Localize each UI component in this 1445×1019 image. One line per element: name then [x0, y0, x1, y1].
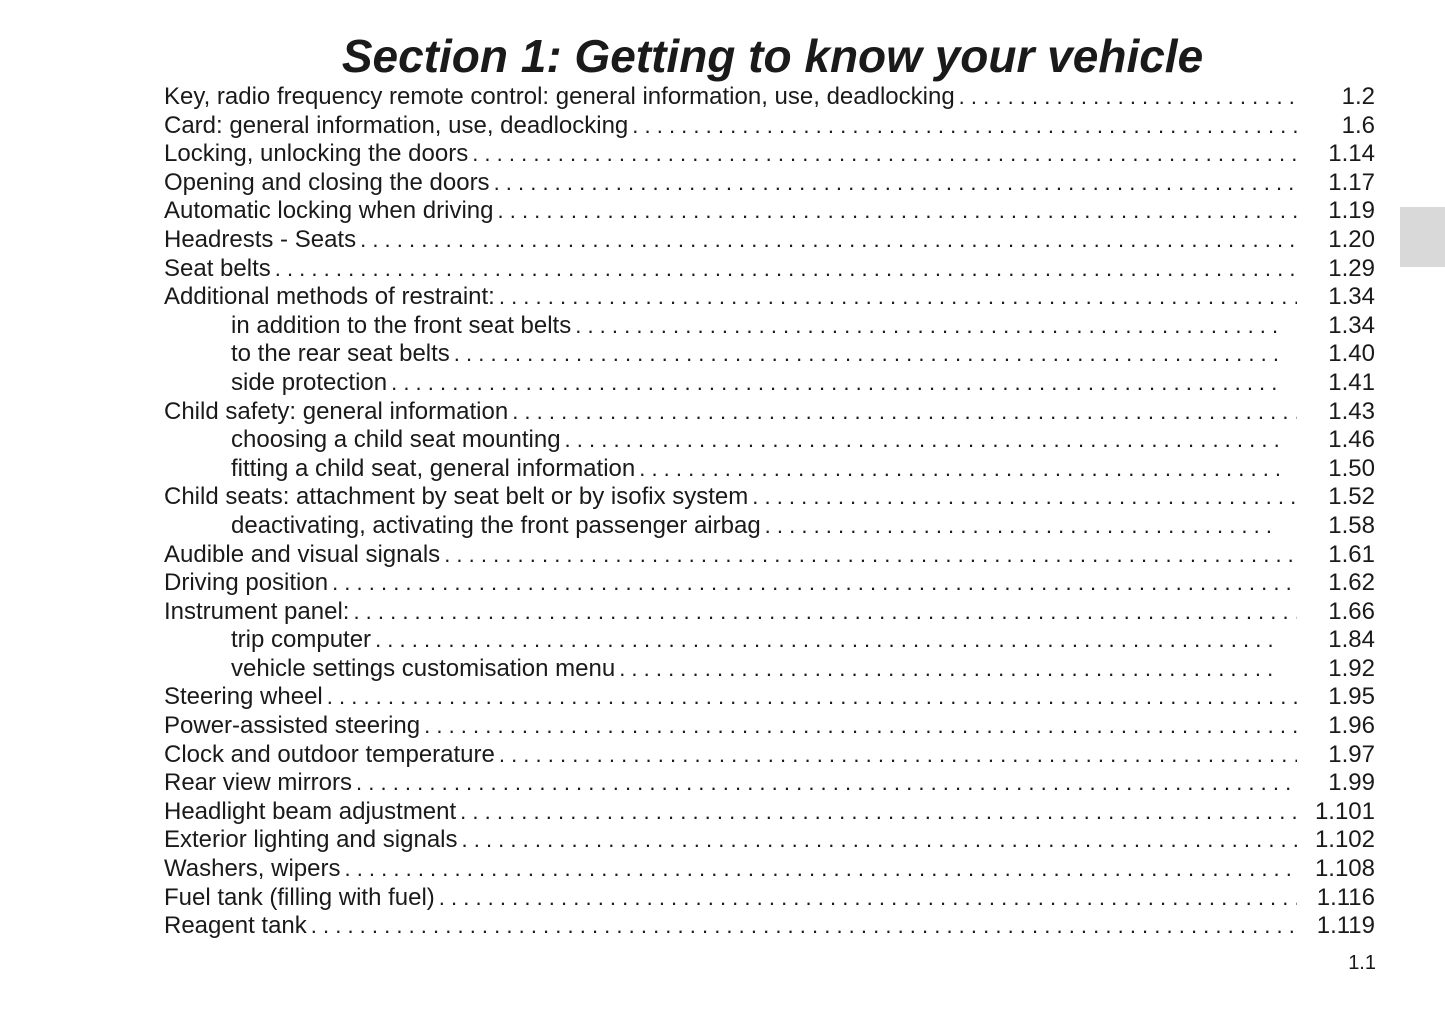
toc-entry-label: Steering wheel: [164, 683, 323, 711]
toc-entry[interactable]: [164, 169, 1375, 198]
toc-entry-label: vehicle settings customisation menu: [231, 654, 616, 682]
dot-leader: [752, 483, 1297, 512]
toc-entry-label: Washers, wipers: [164, 855, 341, 883]
dot-leader: [959, 83, 1297, 112]
dot-leader: [275, 255, 1297, 284]
toc-entry-page: 1.119: [1316, 912, 1375, 940]
toc-entry-label: fitting a child seat, general information: [231, 454, 636, 482]
toc-entry-label: Automatic locking when driving: [164, 197, 494, 225]
section-tab-marker: [1400, 207, 1445, 267]
toc-entry-page: 1.95: [1328, 683, 1375, 711]
toc-entry-label: deactivating, activating the front passenger airbag: [231, 511, 761, 539]
toc-entry-page: 1.20: [1328, 225, 1375, 253]
toc-entry-page: 1.50: [1328, 454, 1375, 482]
toc-entry[interactable]: [164, 541, 1375, 570]
page-title-wrap: [0, 28, 1445, 84]
dot-leader: [375, 626, 1279, 655]
dot-leader: [424, 712, 1297, 741]
toc-entry-label: Audible and visual signals: [164, 540, 441, 568]
toc-entry-label: Card: general information, use, deadlocking: [164, 111, 629, 139]
toc-entry-page: 1.102: [1314, 826, 1375, 854]
toc-entry-label: Child safety: general information: [164, 397, 509, 425]
toc-entry[interactable]: [164, 197, 1375, 226]
dot-leader: [499, 741, 1297, 770]
dot-leader: [575, 312, 1279, 341]
toc-entry-page: 1.34: [1328, 311, 1375, 339]
dot-leader: [462, 826, 1298, 855]
dot-leader: [512, 398, 1297, 427]
toc-entry-label: Instrument panel:: [164, 597, 350, 625]
toc-entry-page: 1.108: [1314, 855, 1375, 883]
dot-leader: [639, 455, 1279, 484]
toc-entry[interactable]: [164, 283, 1375, 312]
toc-entry[interactable]: [164, 398, 1375, 427]
toc-entry-page: 1.99: [1328, 769, 1375, 797]
toc-subentry[interactable]: [164, 455, 1375, 484]
toc-entry-label: Locking, unlocking the doors: [164, 140, 469, 168]
toc-entry-page: 1.43: [1328, 397, 1375, 425]
toc-entry-page: 1.61: [1328, 540, 1375, 568]
toc-entry-page: 1.101: [1314, 797, 1375, 825]
toc-entry-label: Fuel tank (filling with fuel): [164, 883, 435, 911]
toc-subentry[interactable]: [164, 426, 1375, 455]
page-number: 1.1: [1348, 952, 1376, 974]
toc-entry-page: 1.29: [1328, 254, 1375, 282]
dot-leader: [499, 283, 1297, 312]
toc-entry-label: Rear view mirrors: [164, 769, 353, 797]
toc-entry-page: 1.41: [1328, 368, 1375, 396]
toc-entry-page: 1.40: [1328, 340, 1375, 368]
toc-entry-label: Clock and outdoor temperature: [164, 740, 495, 768]
dot-leader: [439, 884, 1297, 913]
toc-entry[interactable]: [164, 741, 1375, 770]
toc-entry[interactable]: [164, 712, 1375, 741]
toc-entry-label: Headrests - Seats: [164, 225, 357, 253]
toc-entry-label: trip computer: [231, 626, 372, 654]
toc-entry-page: 1.19: [1328, 197, 1375, 225]
toc-entry-page: 1.58: [1328, 511, 1375, 539]
toc-entry-label: to the rear seat belts: [231, 340, 450, 368]
toc-entry-label: Additional methods of restraint:: [164, 283, 495, 311]
toc-entry-label: Reagent tank: [164, 912, 307, 940]
dot-leader: [360, 226, 1297, 255]
toc-subentry[interactable]: [164, 312, 1375, 341]
toc-entry-label: side protection: [231, 368, 388, 396]
dot-leader: [565, 426, 1279, 455]
toc-entry-label: Headlight beam adjustment: [164, 797, 457, 825]
toc-entry[interactable]: [164, 912, 1375, 941]
toc-entry-label: Driving position: [164, 569, 329, 597]
dot-leader: [356, 769, 1297, 798]
dot-leader: [460, 798, 1297, 827]
toc-entry-page: 1.46: [1328, 426, 1375, 454]
toc-subentry[interactable]: [164, 340, 1375, 369]
toc-entry-label: in addition to the front seat belts: [231, 311, 572, 339]
dot-leader: [498, 197, 1298, 226]
toc-entry[interactable]: [164, 598, 1375, 627]
toc-subentry[interactable]: [164, 626, 1375, 655]
toc-entry[interactable]: [164, 140, 1375, 169]
toc-entry-page: 1.62: [1328, 569, 1375, 597]
toc-entry[interactable]: [164, 798, 1375, 827]
toc-entry-page: 1.92: [1328, 654, 1375, 682]
toc-entry[interactable]: [164, 112, 1375, 141]
toc-entry-label: Child seats: attachment by seat belt or by isofix system: [164, 483, 749, 511]
toc-entry[interactable]: [164, 884, 1375, 913]
toc-entry-page: 1.34: [1328, 283, 1375, 311]
toc-entry-page: 1.96: [1328, 712, 1375, 740]
toc-entry-page: 1.6: [1341, 111, 1375, 139]
toc-entry[interactable]: [164, 569, 1375, 598]
toc-entry-page: 1.52: [1328, 483, 1375, 511]
toc-entry[interactable]: [164, 226, 1375, 255]
dot-leader: [494, 169, 1297, 198]
toc-entry-label: Opening and closing the doors: [164, 168, 490, 196]
dot-leader: [311, 912, 1297, 941]
dot-leader: [344, 855, 1297, 884]
dot-leader: [332, 569, 1297, 598]
toc-entry-page: 1.84: [1328, 626, 1375, 654]
toc-entry[interactable]: [164, 855, 1375, 884]
toc-entry-page: 1.97: [1328, 740, 1375, 768]
toc-entry[interactable]: [164, 483, 1375, 512]
toc-entry-page: 1.14: [1328, 140, 1375, 168]
dot-leader: [327, 683, 1297, 712]
toc-entry[interactable]: [164, 683, 1375, 712]
dot-leader: [391, 369, 1279, 398]
toc-entry-page: 1.116: [1316, 883, 1375, 911]
dot-leader: [632, 112, 1297, 141]
toc-entry[interactable]: [164, 769, 1375, 798]
dot-leader: [765, 512, 1279, 541]
dot-leader: [619, 655, 1279, 684]
dot-leader: [454, 340, 1279, 369]
toc-subentry[interactable]: [164, 512, 1375, 541]
toc-entry-label: Key, radio frequency remote control: general information, use, deadlocking: [164, 83, 955, 110]
toc-entry-page: 1.17: [1328, 168, 1375, 196]
dot-leader: [444, 541, 1297, 570]
toc-entry-label: Power-assisted steering: [164, 712, 421, 740]
toc-entry[interactable]: [164, 826, 1375, 855]
toc-entry-label: Seat belts: [164, 254, 271, 282]
toc-entry-label: choosing a child seat mounting: [231, 426, 561, 454]
toc-subentry[interactable]: [164, 655, 1375, 684]
toc-entry-page: 1.66: [1328, 597, 1375, 625]
dot-leader: [353, 598, 1297, 627]
table-of-contents: [164, 83, 1375, 941]
toc-entry[interactable]: [164, 83, 1375, 112]
toc-entry[interactable]: [164, 255, 1375, 284]
toc-entry-label: Exterior lighting and signals: [164, 826, 458, 854]
page-title: Section 1: Getting to know your vehicle: [341, 30, 1204, 82]
toc-subentry[interactable]: [164, 369, 1375, 398]
dot-leader: [472, 140, 1297, 169]
toc-entry-page: 1.2: [1341, 83, 1375, 110]
